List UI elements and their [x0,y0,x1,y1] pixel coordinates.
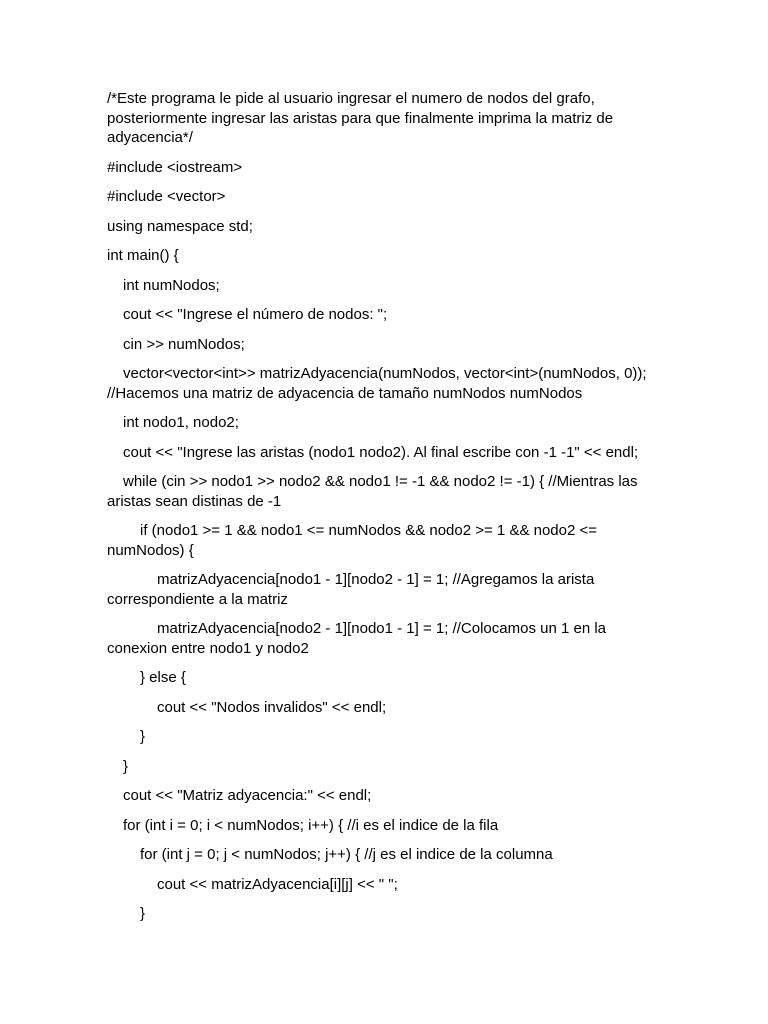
document-body [107,89,667,934]
code-line-print-title: cout << "Matriz adyacencia:" << endl; [123,787,372,804]
code-line-invalid-nodes: cout << "Nodos invalidos" << endl; [157,698,387,716]
code-line-close-if: } [140,728,146,745]
code-line-declare-nodes: int nodo1, nodo2; [123,414,239,431]
code-line-declare-numnodos: int numNodos; [123,276,220,294]
code-line-close-for-cols: } [140,905,146,922]
code-line-for-rows: for (int i = 0; i < numNodos; i++) { //i es el indice de la fila [123,816,499,834]
code-line-set-edge-reverse: matrizAdyacencia[nodo2 - 1][nodo1 - 1] = 1; //Colocamos un 1 en la conexion entre nodo1 y nodo2 [107,620,611,657]
code-line-include-vector: #include <vector> [107,188,226,205]
code-line-set-edge-forward: matrizAdyacencia[nodo1 - 1][nodo2 - 1] = 1; //Agregamos la arista correspondiente a la matriz [107,571,599,608]
code-line-read-numnodos: cin >> numNodos; [123,335,245,353]
code-line-close-while: } [123,757,129,775]
code-line-using-namespace: using namespace std; [107,217,253,235]
code-line-for-cols: for (int j = 0; j < numNodos; j++) { //j es el indice de la columna [140,846,553,863]
code-line-prompt-edges: cout << "Ingrese las aristas (nodo1 nodo2). Al final escribe con -1 -1" << endl; [123,443,639,461]
code-line-main-open: int main() { [107,247,179,264]
code-comment-intro: /*Este programa le pide al usuario ingresar el numero de nodos del grafo, posteriormente ingresar las aristas para que finalmente imprima la matriz de adyacencia*/ [107,90,618,146]
code-line-if-valid: if (nodo1 >= 1 && nodo1 <= numNodos && nodo2 >= 1 && nodo2 <= numNodos) { [107,522,602,559]
code-line-print-cell: cout << matrizAdyacencia[i][j] << " "; [157,875,398,893]
code-line-declare-matrix: vector<vector<int>> matrizAdyacencia(numNodos, vector<int>(numNodos, 0)); //Hacemos una matriz de adyacencia de tamaño numNodos numNodos [107,365,651,402]
code-line-prompt-numnodos: cout << "Ingrese el número de nodos: "; [123,306,388,323]
code-line-while-loop: while (cin >> nodo1 >> nodo2 && nodo1 != -1 && nodo2 != -1) { //Mientras las aristas sean distinas de -1 [107,473,642,510]
code-line-include-iostream: #include <iostream> [107,158,243,176]
code-line-else: } else { [140,669,186,686]
